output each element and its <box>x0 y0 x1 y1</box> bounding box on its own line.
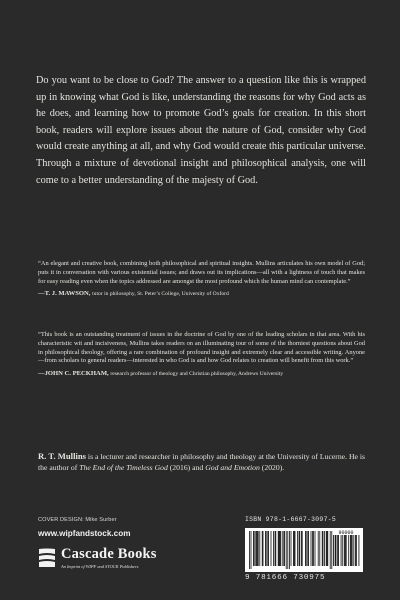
addon-bar <box>348 535 349 566</box>
addon-bar <box>351 535 352 566</box>
barcode-bar <box>293 531 294 566</box>
addon-bar <box>344 535 345 566</box>
barcode-bar <box>301 531 302 566</box>
barcode-bar <box>291 531 292 566</box>
barcode-bar <box>319 531 320 566</box>
publisher-website: www.wipfandstock.com <box>38 529 131 538</box>
barcode-bar <box>313 531 314 566</box>
barcode-bar <box>305 531 306 566</box>
endorser-name: —JOHN C. PECKHAM, <box>38 370 109 378</box>
endorsement-text: “This book is an outstanding treatment of issues in the doctrine of God by one of the leading scholars in that area. With his characteristic wit and incisiveness, Mullins takes readers on an illuminating tour of some of the thorniest questions about God in philosophical theology, offering a rare combination of profound insight and extremely clear and accessible writing. Anyone—from scholars to general readers—interested in who God is and how God relates to creation will benefit from this work.” <box>38 331 365 365</box>
barcode-bar <box>253 531 254 566</box>
barcode-bar <box>280 531 281 566</box>
addon-bar <box>336 535 337 566</box>
barcode-bar <box>266 531 267 566</box>
barcode-bar <box>312 531 313 566</box>
barcode-bar <box>322 531 323 566</box>
addon-bar <box>346 535 347 566</box>
isbn-barcode <box>245 528 363 572</box>
publisher-logo <box>38 546 188 572</box>
barcode-bar <box>265 531 266 566</box>
endorsement-mawson <box>38 260 365 299</box>
publisher-subtitle: An Imprint of WIPF and STOCK Publishers <box>61 564 139 569</box>
barcode-bar <box>308 531 309 566</box>
book-blurb: Do you want to be close to God? The answer to a question like this is wrapped up in knowing what God is like, understanding the reasons for why God acts as he does, and learning how to promote God’s goals for creation. In this short book, readers will explore issues about the nature of God, consider why God would create anything at all, and why God would create this particular universe. Through a mixture of devotional insight and philosophical analysis, one will come to a better understanding of the majesty of God. <box>36 75 366 186</box>
barcode-bar <box>294 531 295 566</box>
endorser-role: tutor in philosophy, St. Peter’s College, University of Oxford <box>92 291 229 298</box>
barcode-bar <box>271 531 272 566</box>
endorsement-peckham <box>38 331 365 379</box>
barcode-bar <box>259 531 260 566</box>
barcode-bar <box>256 531 257 566</box>
addon-bar <box>342 535 343 566</box>
bio-book-2: God and Emotion <box>205 463 260 473</box>
addon-bar <box>337 535 338 566</box>
barcode-bar <box>257 531 258 566</box>
barcode-bar <box>323 531 324 566</box>
barcode-bar <box>262 531 263 566</box>
barcode-bar <box>279 531 280 566</box>
barcode-bar <box>299 531 300 566</box>
addon-bar <box>341 535 342 566</box>
publisher-name: Cascade Books <box>61 546 157 562</box>
addon-bar <box>355 535 356 566</box>
barcode-bar <box>275 531 276 566</box>
barcode-bar <box>268 531 269 566</box>
addon-bar <box>359 535 360 566</box>
barcode-bar <box>275 531 276 566</box>
barcode-bar <box>258 531 259 566</box>
barcode-bar <box>254 531 255 566</box>
bio-book-1: The End of the Timeless God <box>79 463 168 473</box>
barcode-bar <box>306 531 307 566</box>
barcode-bar <box>251 531 252 569</box>
barcode-bar <box>267 531 268 566</box>
barcode-bar <box>287 531 288 569</box>
price-code: 90000 <box>338 530 354 536</box>
barcode-bar <box>302 531 303 566</box>
addon-bar <box>352 535 353 566</box>
endorsement-attribution <box>38 370 365 379</box>
addon-bar <box>333 535 334 566</box>
barcode-bar <box>283 531 284 566</box>
addon-bar <box>350 535 351 566</box>
cascade-waterfall-icon <box>38 548 56 568</box>
barcode-bar <box>279 531 280 566</box>
addon-bar <box>353 535 354 566</box>
barcode-bar <box>327 531 328 566</box>
endorser-name: —T. J. MAWSON, <box>38 290 91 298</box>
addon-bar <box>335 535 336 566</box>
barcode-bar <box>327 531 328 566</box>
addon-bar <box>356 535 357 566</box>
barcode-bar <box>318 531 319 566</box>
barcode-bar <box>289 531 290 569</box>
barcode-graphic <box>245 528 363 572</box>
barcode-bar <box>282 531 283 566</box>
addon-bar <box>345 535 346 566</box>
barcode-bar <box>331 531 332 569</box>
barcode-bar <box>324 531 325 566</box>
author-name: R. T. Mullins <box>38 451 86 461</box>
barcode-bar <box>311 531 312 566</box>
author-bio <box>38 451 365 474</box>
barcode-bar <box>307 531 308 566</box>
bio-text-3: (2020). <box>259 463 285 473</box>
barcode-bar <box>326 531 327 566</box>
barcode-bar <box>263 531 264 566</box>
endorser-role: research professor of theology and Christian philosophy, Andrews University <box>110 371 284 378</box>
barcode-bar <box>255 531 256 566</box>
barcode-bar <box>299 531 300 566</box>
bio-text-1: is a lecturer and researcher in philosophy and theology at the University of Lucerne. He is the author of <box>38 452 366 473</box>
barcode-bar <box>249 531 250 569</box>
barcode-bar <box>284 531 285 566</box>
barcode-bar <box>273 531 274 566</box>
isbn-label: ISBN 978-1-6667-3097-5 <box>245 516 336 523</box>
barcode-bar <box>286 531 287 569</box>
barcode-bar <box>330 531 331 569</box>
barcode-bar <box>295 531 296 566</box>
bio-text-2: (2016) and <box>167 463 206 473</box>
endorsement-text: “An elegant and creative book, combining both philosophical and spiritual insights. Mullins articulates his own model of God; puts it in conversation with various existential issues; and draws out its implications—all with a lightness of touch that makes for easy reading even when the topics addressed are amongst the most profound which the human mind can contemplate.” <box>38 260 365 285</box>
barcode-bar <box>315 531 316 566</box>
barcode-bar <box>297 531 298 566</box>
addon-bar <box>338 535 339 566</box>
endorsement-attribution <box>38 290 365 299</box>
barcode-bar <box>278 531 279 566</box>
cover-design-credit: COVER DESIGN: Mike Surber <box>38 517 117 523</box>
barcode-digits: 9 781666 730975 <box>245 574 326 582</box>
